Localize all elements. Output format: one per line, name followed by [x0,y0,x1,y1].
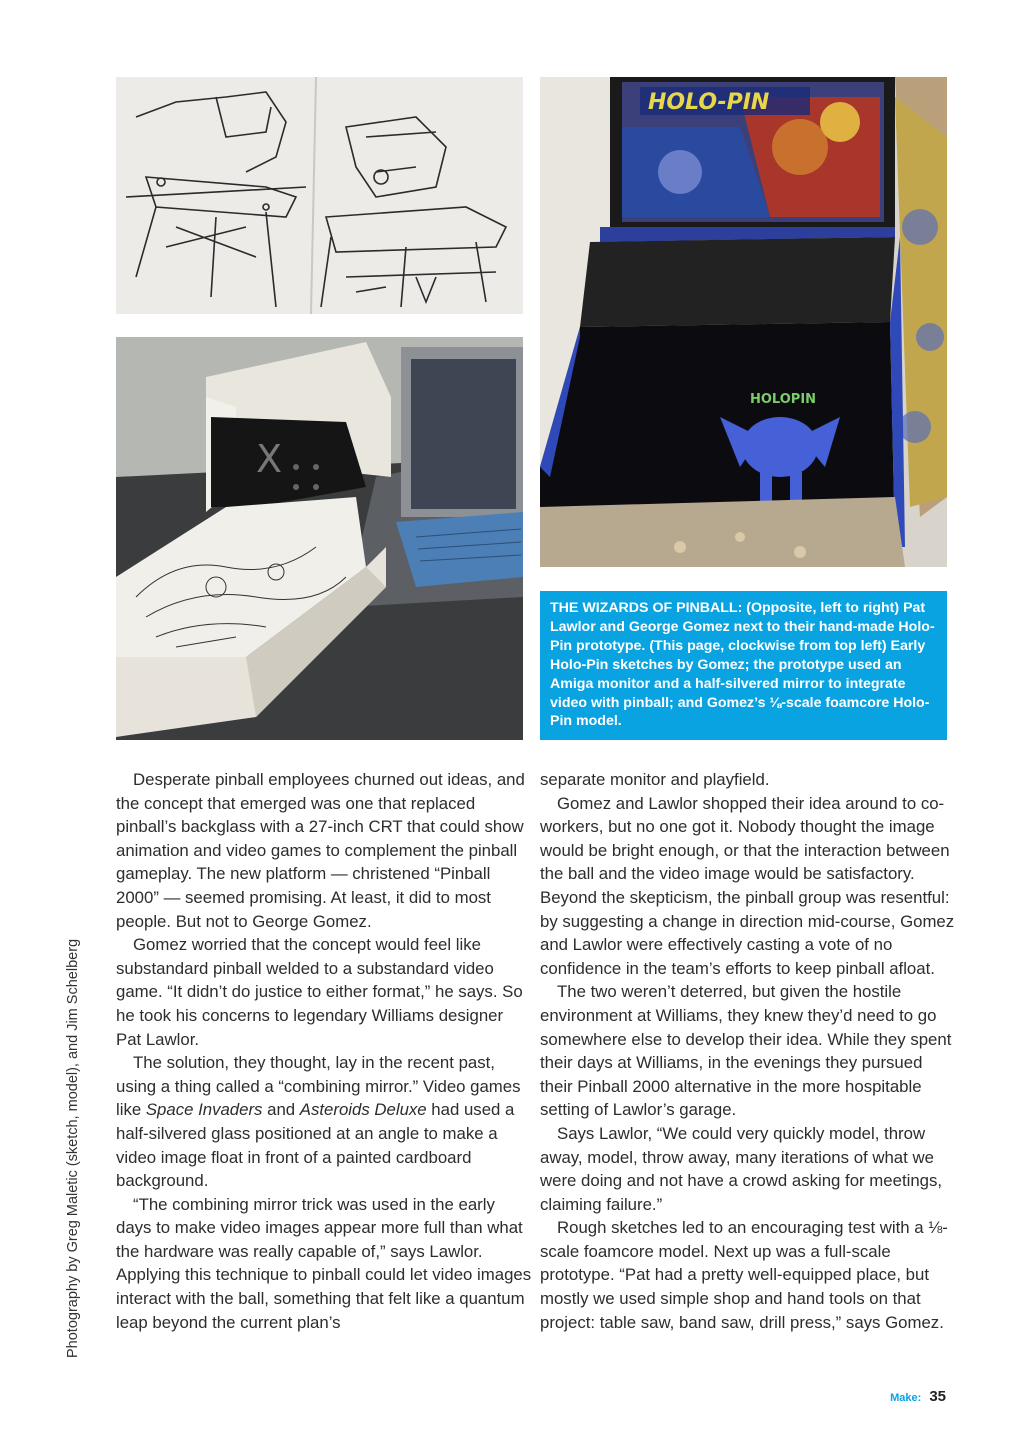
page-folio [890,1388,946,1405]
text-run: had used a half-silvered glass positioned at an angle to make a video image float in front of a painted cardboard background. [116,1100,515,1191]
game-title: Asteroids Deluxe [299,1100,427,1120]
paragraph: Gomez worried that the concept would feel like substandard pinball welded to a substandard video game. “It didn’t do justice to either format,” he says. So he took his concerns to legendary Williams designer Pat Lawlor. [116,935,523,1049]
magazine-brand: Make: [890,1392,922,1404]
article-column-right [540,768,956,1334]
text-run: and [262,1100,300,1120]
paragraph: The two weren’t deterred, but given the hostile environment at Williams, they knew they’d need to go somewhere else to develop their idea. While they spent their days at Williams, in the evenings they pursued their Pinball 2000 alternative in the more hospitable setting of Lawlor’s garage. [540,982,952,1120]
svg-text:X: X [256,437,283,481]
paragraph [116,1051,532,1193]
paragraph: Says Lawlor, “We could very quickly model, throw away, model, throw away, many iterations of what we were doing and not have a crowd asking for meetings, claiming failure.” [540,1123,943,1214]
paragraph: Desperate pinball employees churned out ideas, and the concept that emerged was one that replaced pinball’s backglass with a 27-inch CRT that could show animation and video games to complement the pinball gameplay. The new platform — christened “Pinball 2000” — seemed promising. At least, it did to most people. But not to George Gomez. [116,770,525,931]
foamcore-model-photo [116,337,523,740]
sketch-photo [116,77,523,314]
holo-pin-prototype-photo [540,77,947,567]
article-column-left [116,768,532,1334]
paragraph: Gomez and Lawlor shopped their idea around to co-workers, but no one got it. Nobody thought the image would be bright enough, or that the interaction between the ball and the video image would be satisfactory. Beyond the skepticism, the pinball group was resentful: by suggesting a change in direction mid-course, Gomez and Lawlor were effectively casting a vote of no confidence in the team’s efforts to keep pinball afloat. [540,793,955,978]
marquee-text: HOLO-PIN [648,90,770,115]
photo-caption: THE WIZARDS OF PINBALL: (Opposite, left to right) Pat Lawlor and George Gomez next to their hand-made Holo-Pin prototype. (This page, clockwise from top left) Early Holo-Pin sketches by Gomez; the prototype used an Amiga monitor and a half-silvered mirror to integrate video with pinball; and Gomez’s ⅛-scale foamcore Holo-Pin model. [540,591,947,740]
paragraph: Rough sketches led to an encouraging test with a ⅛-scale foamcore model. Next up was a full-scale prototype. “Pat had a pretty well-equipped place, but mostly we used simple shop and hand tools on that project: table saw, band saw, drill press,” says Gomez. [540,1218,948,1332]
paragraph: separate monitor and playfield. [540,770,770,789]
photo-credit: Photography by Greg Maletic (sketch, model), and Jim Schelberg [65,938,81,1358]
paragraph: “The combining mirror trick was used in the early days to make video images appear more full than what the hardware was really capable of,” says Lawlor. Applying this technique to pinball could let video images interact with the ball, something that felt like a quantum leap beyond the current plan’s [116,1194,532,1332]
screen-label: HOLOPIN [750,392,817,407]
game-title: Space Invaders [145,1100,263,1120]
text-run: The solution, they thought, lay in the recent past, using a thing called a “combining mirror.” Video games like [116,1053,521,1120]
page-number: 35 [929,1388,946,1405]
